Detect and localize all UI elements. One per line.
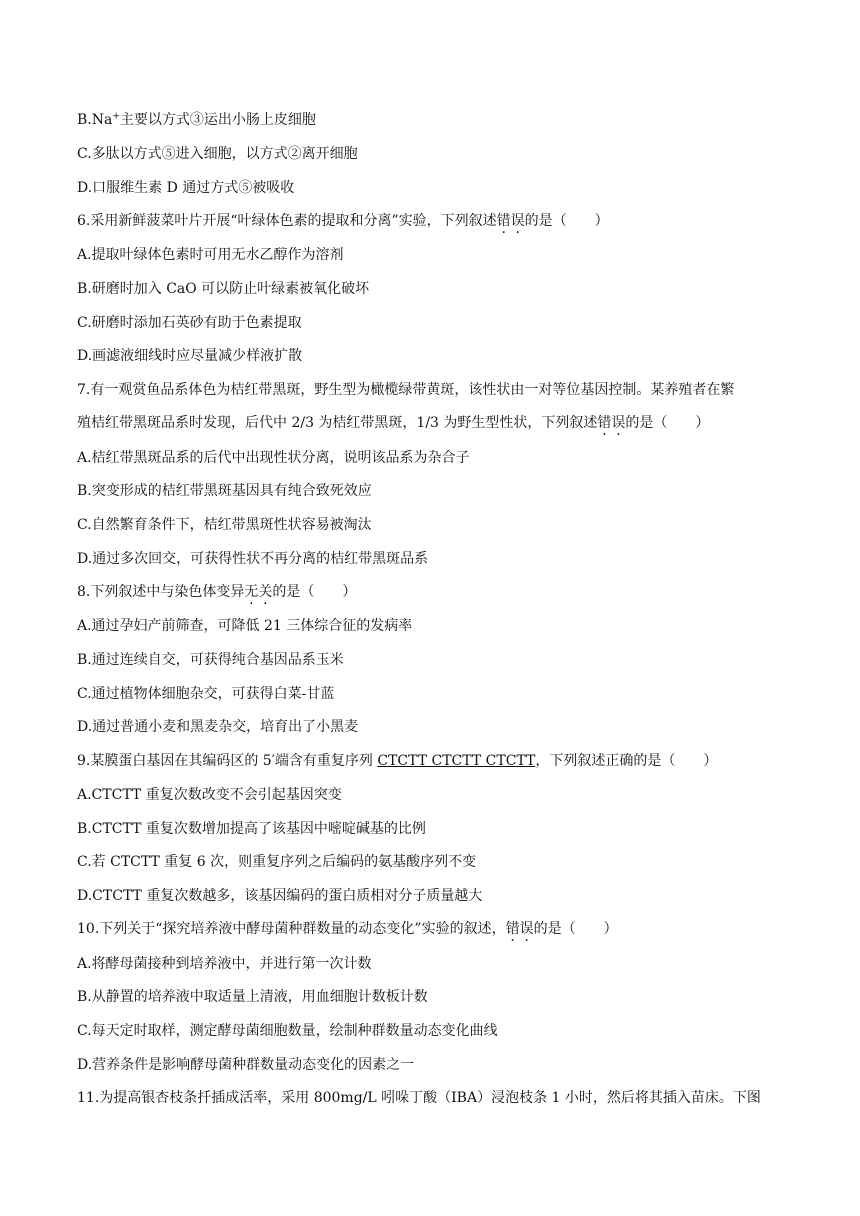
q7-option-b: B.突变形成的桔红带黑斑基因具有纯合致死效应: [77, 483, 372, 499]
q9-option-c: C.若 CTCTT 重复 6 次，则重复序列之后编码的氨基酸序列不变: [77, 854, 477, 870]
superscript: +: [112, 111, 120, 122]
q8-option-b: B.通过连续自交，可获得纯合基因品系玉米: [77, 652, 344, 668]
emphasis-char: 误: [510, 213, 525, 229]
emphasis-char: 无: [244, 584, 259, 600]
question-text: 的是（ ）: [533, 921, 618, 937]
emphasis-char: 关: [258, 584, 273, 600]
option-text: B.Na: [77, 112, 113, 128]
q6-option-c: C.研磨时添加石英砂有助于色素提取: [77, 315, 302, 331]
question-text: 的是（ ）: [272, 584, 357, 600]
question-7-line-1: 7.有一观赏鱼品系体色为桔红带黑斑，野生型为橄榄绿带黄斑，该性状由一对等位基因控制。某养殖者在繁: [77, 382, 735, 398]
q7-option-c: C.自然繁育条件下，桔红带黑斑性状容易被淘汰: [77, 517, 372, 533]
question-6: [77, 211, 609, 231]
question-text: 殖桔红带黑斑品系时发现，后代中 2/3 为桔红带黑斑，1/3 为野生型性状，下列叙述: [77, 415, 598, 431]
question-9: [77, 751, 717, 771]
q10-option-b: B.从静置的培养液中取适量上清液，用血细胞计数板计数: [77, 989, 428, 1005]
q6-option-d: D.画滤液细线时应尽量减少样液扩散: [77, 348, 303, 364]
emphasis-char: 误: [519, 921, 534, 937]
emphasis-char: 误: [611, 415, 626, 431]
question-8: [77, 582, 356, 602]
q5-option-b: [77, 110, 316, 130]
q9-option-b: B.CTCTT 重复次数增加提高了该基因中嘧啶碱基的比例: [77, 821, 426, 837]
emphasis-char: 错: [496, 213, 511, 229]
q6-option-b: B.研磨时加入 CaO 可以防止叶绿素被氧化破坏: [77, 281, 370, 297]
q8-option-d: D.通过普通小麦和黑麦杂交，培育出了小黑麦: [77, 719, 359, 735]
q6-option-a: A.提取叶绿体色素时可用无水乙醇作为溶剂: [77, 247, 344, 263]
emphasis-char: 错: [505, 921, 520, 937]
question-text: 10.下列关于“探究培养液中酵母菌种群数量的动态变化”实验的叙述，: [77, 921, 506, 937]
q5-option-d: D.口服维生素 D 通过方式⑤被吸收: [77, 180, 295, 196]
question-text: ，下列叙述正确的是（ ）: [535, 753, 718, 769]
question-11: 11.为提高银杏枝条扦插成活率，采用 800mg/L 吲哚丁酸（IBA）浸泡枝条 1 小时，然后将其插入苗床。下图: [77, 1090, 761, 1106]
question-text: 9.某膜蛋白基因在其编码区的 5′端含有重复序列: [77, 753, 378, 769]
q7-option-a: A.桔红带黑斑品系的后代中出现性状分离，说明该品系为杂合子: [77, 450, 470, 466]
question-text: 6.采用新鲜菠菜叶片开展“叶绿体色素的提取和分离”实验，下列叙述: [77, 213, 497, 229]
option-text: 主要以方式③运出小肠上皮细胞: [119, 112, 316, 128]
q9-option-d: D.CTCTT 重复次数越多，该基因编码的蛋白质相对分子质量越大: [77, 888, 483, 904]
question-text: 8.下列叙述中与染色体变异: [77, 584, 245, 600]
q8-option-c: C.通过植物体细胞杂交，可获得白菜-甘蓝: [77, 686, 335, 702]
question-text: 的是（ ）: [625, 415, 710, 431]
repeat-sequence: CTCTT CTCTT CTCTT: [377, 753, 536, 769]
question-10: [77, 919, 618, 939]
q10-option-d: D.营养条件是影响酵母菌种群数量动态变化的因素之一: [77, 1057, 415, 1073]
q10-option-c: C.每天定时取样，测定酵母菌细胞数量，绘制种群数量动态变化曲线: [77, 1023, 498, 1039]
q7-option-d: D.通过多次回交，可获得性状不再分离的桔红带黑斑品系: [77, 551, 429, 567]
q8-option-a: A.通过孕妇产前筛查，可降低 21 三体综合征的发病率: [77, 618, 413, 634]
q10-option-a: A.将酵母菌接种到培养液中，并进行第一次计数: [77, 956, 372, 972]
question-text: 的是（ ）: [524, 213, 609, 229]
q5-option-c: C.多肽以方式⑤进入细胞，以方式②离开细胞: [77, 146, 358, 162]
q9-option-a: A.CTCTT 重复次数改变不会引起基因突变: [77, 787, 342, 803]
question-7-line-2: [77, 413, 709, 433]
emphasis-char: 错: [597, 415, 612, 431]
